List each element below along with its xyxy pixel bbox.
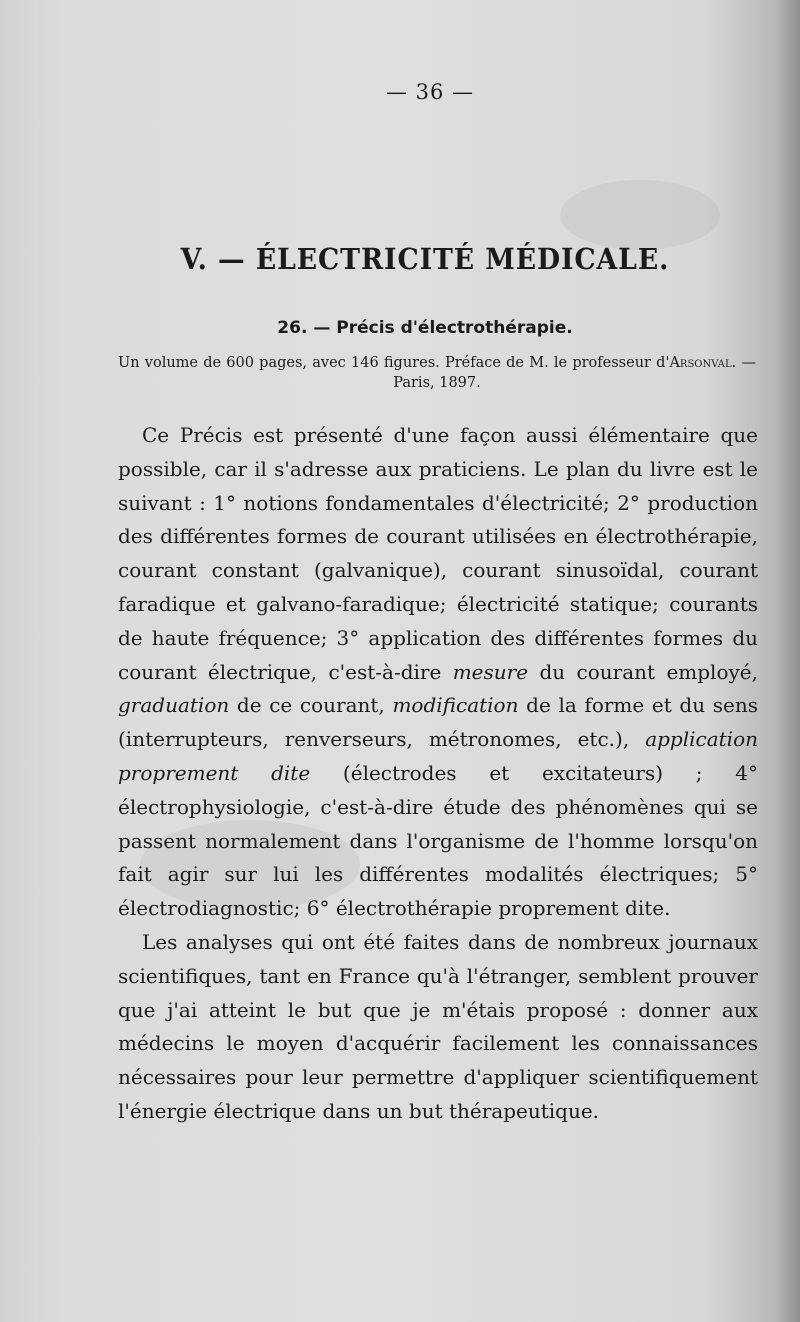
paragraph xyxy=(118,419,758,926)
paragraph-text: (électrodes et excitateurs) ; 4° électrophysiologie, c'est-à-dire étude des phénomènes qui se passent normalement dans l'organisme de l'homme lorsqu'on fait agir sur lui les différentes modalités électriques; 5° électrodiagnostic; 6° électrothérapie proprement dite. xyxy=(118,760,758,921)
entry-meta-text: . — Paris, 1897. xyxy=(393,355,756,391)
body-text xyxy=(118,419,758,1129)
entry-heading: 26. — Précis d'électrothérapie. xyxy=(277,318,573,338)
chapter-title: V. — ÉLECTRICITÉ MÉDICALE. xyxy=(180,242,670,276)
entry-meta xyxy=(118,353,756,393)
italic-term: graduation xyxy=(118,693,230,718)
paragraph: Les analyses qui ont été faites dans de nombreux journaux scientifiques, tant en France qu'à l'étranger, semblent prouver que j'ai atteint le but que je m'étais proposé : donner aux médecins le moyen d'acquérir facilement les connaissances nécessaires pour leur permettre d'appliquer scientifiquement l'énergie électrique dans un but thérapeutique. xyxy=(118,929,758,1123)
paragraph-text: de ce courant, xyxy=(229,693,393,718)
paragraph-text: du courant employé, xyxy=(528,659,758,684)
entry-meta-author: Arsonval xyxy=(669,355,732,371)
paragraph-text: de la forme et du sens (interrupteurs, renverseurs, métronomes, etc.), xyxy=(118,693,758,752)
italic-term: modification xyxy=(392,693,519,718)
entry-meta-text: Un volume de 600 pages, avec 146 figures. Préface de M. le professeur d' xyxy=(118,355,670,371)
page-number: — 36 — xyxy=(385,80,475,104)
italic-term: mesure xyxy=(452,659,529,684)
paper-stain xyxy=(560,180,720,250)
italic-term: application proprement dite xyxy=(118,727,758,785)
paragraph-text: Ce Précis est présenté d'une façon aussi élémentaire que possible, car il s'adresse aux praticiens. Le plan du livre est le suivant : 1° notions fondamentales d'électricité; 2° production des différentes formes de courant utilisées en électrothérapie, courant constant (galvanique), courant sinusoïdal, courant faradique et galvano-faradique; électricité statique; courants de haute fréquence; 3° application des différentes formes du courant électrique, c'est-à-dire xyxy=(118,423,758,684)
